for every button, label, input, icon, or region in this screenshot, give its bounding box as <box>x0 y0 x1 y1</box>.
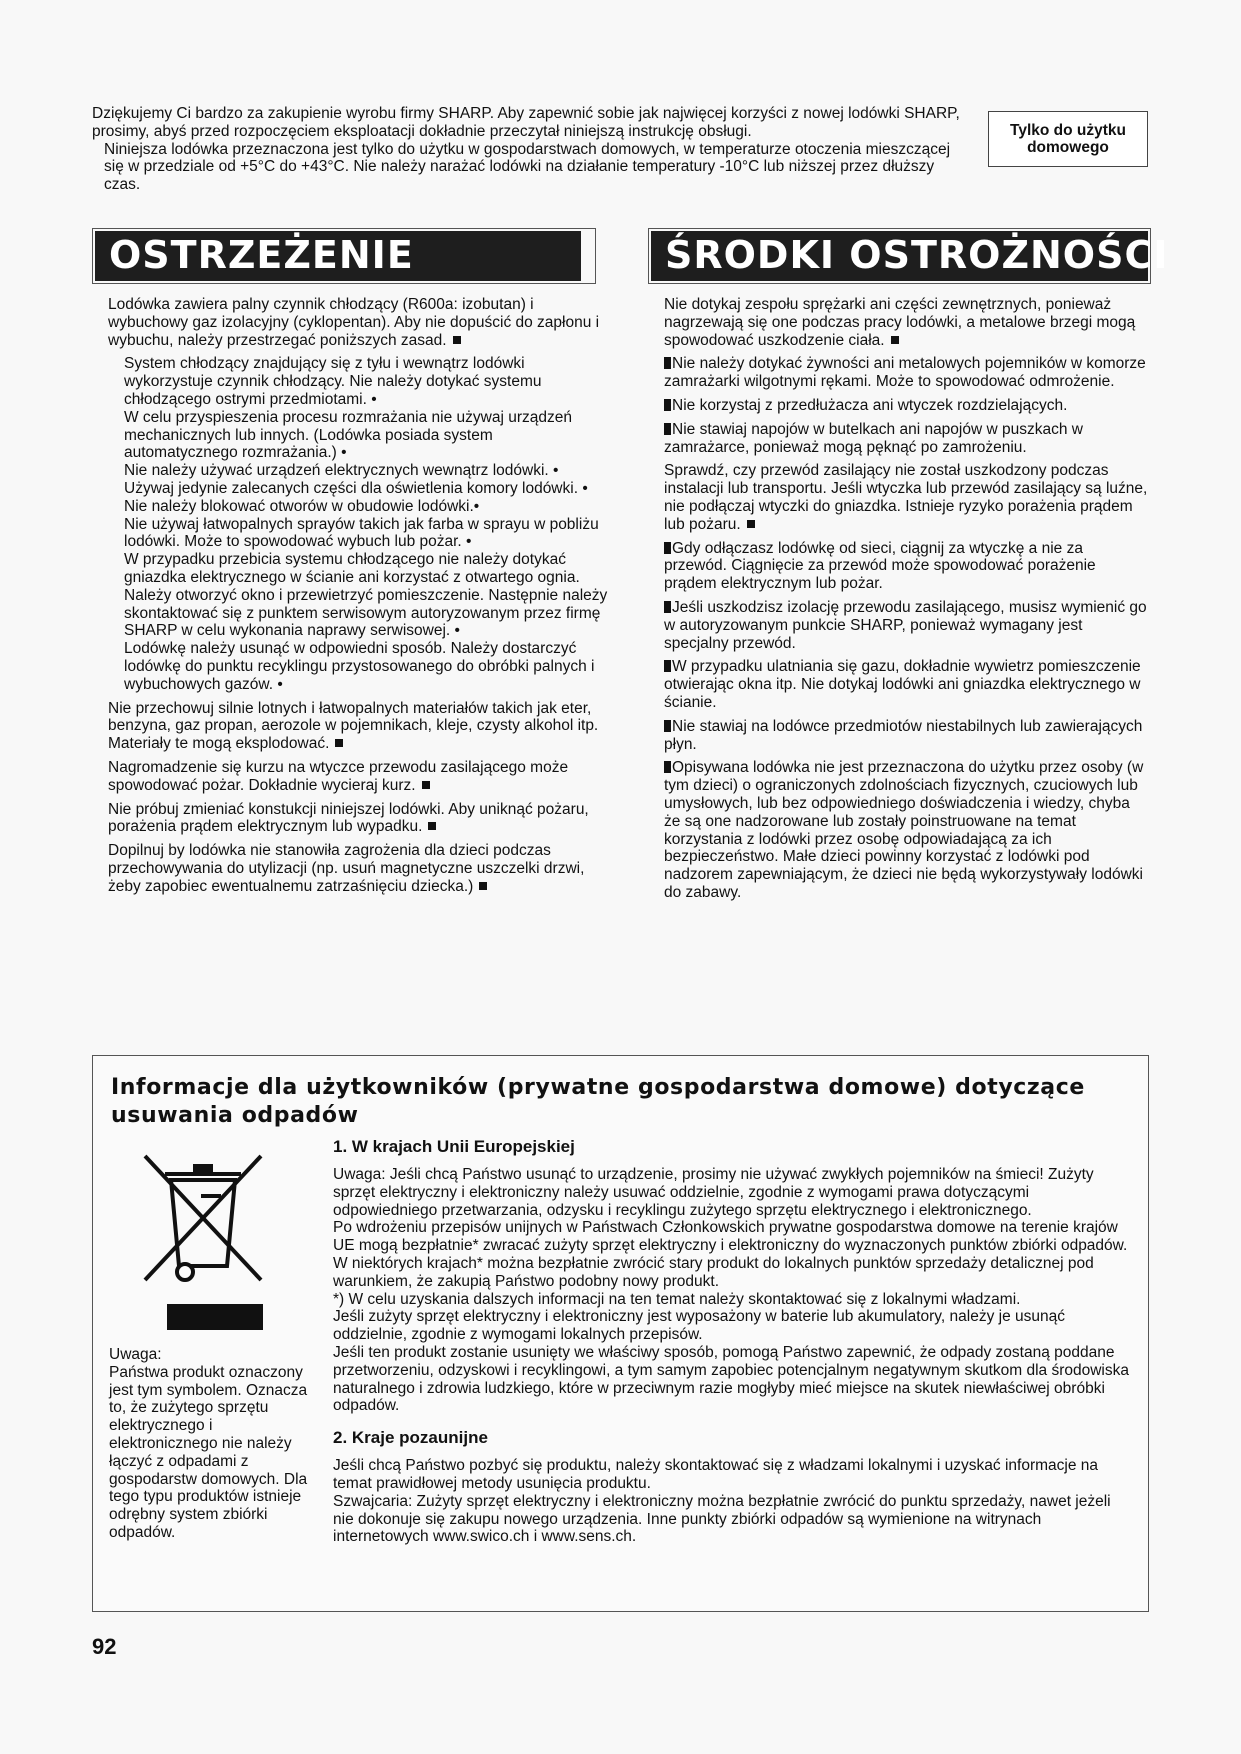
note-text: Państwa produkt oznaczony jest tym symbolem. Oznacza to, że zużytego sprzętu elektrycznego i elektronicznego nie należy łączyć z odpadami z gospodarstw domowych. Dla tego typu produktów istnieje odrębny system zbiórki odpadów. <box>109 1363 308 1541</box>
warning-section <box>108 296 608 902</box>
disposal-title: Informacje dla użytkowników (prywatne gospodarstwa domowe) dotyczące usuwania odpadów <box>111 1075 1085 1128</box>
warning-subitem: W celu przyspieszenia procesu rozmrażania nie używaj urządzeń mechanicznych lub innych. (Lodówka posiada system automatycznego rozmrażania.) • <box>124 408 572 462</box>
caution-item: Sprawdź, czy przewód zasilający nie został uszkodzony podczas instalacji lub transportu. Jeśli wtyczka lub przewód zasilający są luźne, nie podłączaj wtyczki do gniazdka. Istnieje ryzyko porażenia prądem lub pożaru. <box>664 462 1148 533</box>
warning-subitem: Nie używaj łatwopalnych sprayów takich jak farba w sprayu w pobliżu lodówki. Może to spowodować wybuch lub pożar. • <box>124 515 599 551</box>
warning-paragraph: Lodówka zawiera palny czynnik chłodzący (R600a: izobutan) i wybuchowy gaz izolacyjny (cyklopentan). Aby nie dopuścić do zapłonu i wybuchu, należy przestrzegać poniższych zasad. <box>108 296 600 349</box>
caution-item: Opisywana lodówka nie jest przeznaczona do użytku przez osoby (w tym dzieci) o ograniczonych zdolnościach fizycznych, czuciowych lub umysłowych, lub bez odpowiedniego doświadczenia i wiedzy, chyba że są one nadzorowane lub zostały poinstruowane na temat korzystania z lodówki przez osobę odpowiadającą za ich bezpieczeństwo. Małe dzieci powinny korzystać z lodówki pod nadzorem zapewniającym, że dzieci nie będą wykorzystywały lodówki do zabawy. <box>664 759 1144 901</box>
caution-item: Nie należy dotykać żywności ani metalowych pojemników w komorze zamrażarki wilgotnymi rękami. Może to spowodować odmrożenie. <box>664 355 1146 391</box>
bullet-square-icon <box>664 720 671 732</box>
eu-paragraph: Uwaga: Jeśli chcą Państwo usunąć to urządzenie, prosimy nie używać zwykłych pojemników na śmieci! Zużyty sprzęt elektryczny i elektroniczny należy usuwać oddzielnie, zgodnie z wymogami prawa dotyczącymi odpowiedniego przetwarzania, odzysku i recyklingu zużytego sprzętu elektrycznego i elektronicznego. <box>333 1166 1094 1219</box>
non-eu-paragraph: Jeśli chcą Państwo pozbyć się produktu, należy skontaktować się z władzami lokalnymi i uzyskać informacje na temat prawidłowej metody usunięcia produktu. <box>333 1457 1099 1492</box>
bullet-square-icon <box>664 357 671 369</box>
bullet-square-icon <box>335 739 343 747</box>
warning-title: OSTRZEŻENIE <box>95 231 581 281</box>
bullet-square-icon <box>664 761 671 773</box>
bullet-square-icon <box>422 781 430 789</box>
bullet-square-icon <box>453 336 461 344</box>
eu-paragraph: Jeśli ten produkt zostanie usunięty we właściwy sposób, pomogą Państwo zapewnić, że odpady zostaną poddane przetworzeniu, odzyskowi i recyklingowi, a tym samym zapobiec potencjalnym negatywnym skutkom dla środowiska naturalnego i zdrowia ludzkiego, które w przeciwnym razie mogłyby mieć miejsce na skutek niewłaściwej obróbki odpadów. <box>333 1343 1129 1415</box>
caution-title: ŚRODKI OSTROŻNOŚCI <box>651 231 1148 281</box>
warning-paragraph: Nie próbuj zmieniać konstukcji niniejszej lodówki. Aby uniknąć pożaru, porażenia prądem elektrycznym lub wypadku. <box>108 800 589 836</box>
disposal-details <box>333 1136 1133 1546</box>
warning-paragraph: Nie przechowuj silnie lotnych i łatwopalnych materiałów takich jak eter, benzyna, gaz propan, aerozole w pojemnikach, kleje, czysty alkohol itp. Materiały te mogą eksplodować. <box>108 699 599 753</box>
warning-subitem: W przypadku przebicia systemu chłodzącego nie należy dotykać gniazdka elektrycznego w ścianie ani korzystać z otwartego ognia. Należy otworzyć okno i przewietrzyć pomieszczenie. Następnie należy skontaktować się z punktem serwisowym autoryzowanym przez firmę SHARP w celu wykonania naprawy serwisowej. • <box>124 551 608 640</box>
weee-black-bar <box>167 1304 263 1330</box>
warning-paragraph: Nagromadzenie się kurzu na wtyczce przewodu zasilającego może spowodować pożar. Dokładnie wycieraj kurz. <box>108 758 569 794</box>
caution-item: W przypadku ulatniania się gazu, dokładnie wywietrz pomieszczenie otwierając okna itp. Nie dotykaj lodówki ani gniazdka elektrycznego w ścianie. <box>664 658 1141 711</box>
warning-subitem: Nie należy blokować otworów w obudowie lodówki.• <box>124 497 480 515</box>
warning-subitem: System chłodzący znajdujący się z tyłu i wewnątrz lodówki wykorzystuje czynnik chłodzący. Nie należy dotykać systemu chłodzącego ostrymi przedmiotami. • <box>124 355 542 408</box>
note-label: Uwaga: <box>109 1346 162 1363</box>
bullet-square-icon <box>428 822 436 830</box>
bullet-square-icon <box>664 601 671 613</box>
bullet-square-icon <box>664 423 671 435</box>
non-eu-heading: 2. Kraje pozaunijne <box>333 1428 488 1448</box>
caution-item: Jeśli uszkodzisz izolację przewodu zasilającego, musisz wymienić go w autoryzowanym punkcie SHARP, ponieważ wymagany jest specjalny przewód. <box>664 598 1147 652</box>
bullet-square-icon <box>664 542 671 554</box>
eu-paragraph: *) W celu uzyskania dalszych informacji na ten temat należy skontaktować się z lokalnymi władzami. <box>333 1290 1021 1308</box>
warning-banner <box>92 228 596 284</box>
warning-subitem: Lodówkę należy usunąć w odpowiedni sposób. Należy dostarczyć lodówkę do punktu recyklingu przystosowanego do obróbki palnych i wybuchowych gazów. • <box>124 640 595 693</box>
caution-banner <box>648 228 1169 284</box>
warning-paragraph: Dopilnuj by lodówka nie stanowiła zagrożenia dla dzieci podczas przechowywania do utylizacji (np. usuń magnetyczne uszczelki drzwi, żeby zapobiec ewentualnemu zatrzaśnięciu dziecka.) <box>108 842 585 895</box>
bullet-square-icon <box>747 520 755 528</box>
caution-item: Gdy odłączasz lodówkę od sieci, ciągnij za wtyczkę a nie za przewód. Ciągnięcie za przewód może spowodować porażenie prądem elektrycznym lub pożar. <box>664 539 1096 593</box>
bullet-square-icon <box>891 336 899 344</box>
bullet-square-icon <box>664 660 671 672</box>
caution-section <box>664 296 1150 908</box>
weee-note <box>109 1346 315 1542</box>
intro-thanks: Dziękujemy Ci bardzo za zakupienie wyrobu firmy SHARP. Aby zapewnić sobie jak najwięcej korzyści z nowej lodówki SHARP, prosimy, abyś przed rozpoczęciem eksploatacji dokładnie przeczytał niniejszą instrukcję obsługi. <box>92 105 960 140</box>
eu-paragraph: Po wdrożeniu przepisów unijnych w Państwach Członkowskich prywatne gospodarstwa domowe na terenie krajów UE mogą bezpłatnie* zwracać zużyty sprzęt elektryczny i elektroniczny do wyznaczonych punktów zbiórki odpadów. W niektórych krajach* można bezpłatnie zwrócić stary produkt do lokalnych punktów sprzedaży detalicznej pod warunkiem, że zakupią Państwo podobny nowy produkt. <box>333 1219 1128 1290</box>
caution-item: Nie dotykaj zespołu sprężarki ani części zewnętrznych, ponieważ nagrzewają się one podczas pracy lodówki, a metalowe brzegi mogą spowodować uszkodzenie ciała. <box>664 296 1136 349</box>
caution-item: Nie stawiaj napojów w butelkach ani napojów w puszkach w zamrażarce, ponieważ mogą pęknąć po zamrożeniu. <box>664 420 1083 456</box>
eu-heading: 1. W krajach Unii Europejskiej <box>333 1137 575 1156</box>
page-number: 92 <box>92 1634 117 1659</box>
caution-item: Nie korzystaj z przedłużacza ani wtyczek rozdzielających. <box>664 397 1150 415</box>
intro-text <box>92 105 972 194</box>
intro-usage: Niniejsza lodówka przeznaczona jest tylko do użytku w gospodarstwach domowych, w temperaturze otoczenia mieszczącej się w przedziale od +5°C do +43°C. Nie należy narażać lodówki na działanie temperatury -10°C lub niższej przez dłuższy czas. <box>104 140 951 194</box>
warning-subitem: Używaj jedynie zalecanych części dla oświetlenia komory lodówki. • <box>124 479 588 497</box>
bullet-square-icon <box>479 882 487 890</box>
bullet-square-icon <box>664 399 671 411</box>
warning-subitem: Nie należy używać urządzeń elektrycznych wewnątrz lodówki. • <box>124 462 559 480</box>
caution-item: Nie stawiaj na lodówce przedmiotów niestabilnych lub zawierających płyn. <box>664 717 1143 753</box>
home-use-only-box: Tylko do użytku domowego <box>988 111 1148 167</box>
disposal-info-box <box>92 1055 1149 1612</box>
eu-paragraph: Jeśli zużyty sprzęt elektryczny i elektroniczny jest wyposażony w baterie lub akumulatory, należy je usunąć oddzielnie, zgodnie z wymogami lokalnych przepisów. <box>333 1308 1065 1344</box>
non-eu-paragraph: Szwajcaria: Zużyty sprzęt elektryczny i elektroniczny można bezpłatnie zwrócić do punktu sprzedaży, nawet jeżeli nie dokonuje się zakupu nowego urządzenia. Inne punkty zbiórki odpadów są wymienione na witrynach internetowych www.swico.ch i www.sens.ch. <box>333 1492 1111 1546</box>
crossed-out-wheelie-bin-icon <box>133 1148 273 1288</box>
